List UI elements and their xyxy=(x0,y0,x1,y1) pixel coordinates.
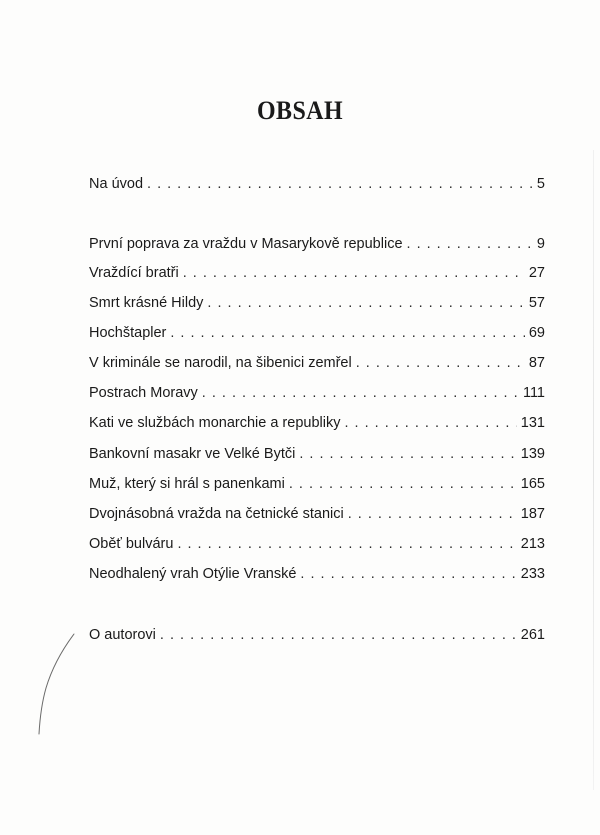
toc-entry xyxy=(89,265,545,287)
toc-leader-dots xyxy=(202,385,519,401)
toc-entry-title: Smrt krásné Hildy xyxy=(89,295,204,311)
toc-entry xyxy=(89,446,545,468)
toc-leader-dots xyxy=(348,506,517,522)
toc-entry xyxy=(89,325,545,347)
toc-entry-title: V kriminále se narodil, na šibenici zemřel xyxy=(89,355,352,371)
toc-entry-title: O autorovi xyxy=(89,627,156,643)
toc-entry xyxy=(89,476,545,498)
toc-entry-title: Na úvod xyxy=(89,176,144,192)
toc-entry-page: 69 xyxy=(528,325,545,341)
toc-entry-page: 111 xyxy=(522,385,545,401)
toc-entry-page: 187 xyxy=(520,506,545,522)
toc-entry-page: 27 xyxy=(528,265,545,281)
toc-leader-dots xyxy=(299,446,516,462)
toc-entry-page: 165 xyxy=(520,476,545,492)
page-title: OBSAH xyxy=(256,96,344,125)
toc-entry xyxy=(89,385,545,407)
toc-leader-dots xyxy=(183,265,525,281)
toc-leader-dots xyxy=(160,627,517,643)
toc-entry xyxy=(89,627,545,649)
toc-leader-dots xyxy=(344,415,516,431)
toc-entry xyxy=(89,295,545,317)
toc-leader-dots xyxy=(207,295,524,311)
toc-leader-dots xyxy=(300,566,516,582)
toc-entry xyxy=(89,536,545,558)
toc-entry-page: 261 xyxy=(520,627,545,643)
toc-entry-title: První poprava za vraždu v Masarykově republice xyxy=(89,236,403,252)
toc-entry xyxy=(89,236,545,258)
toc-entry xyxy=(89,566,545,588)
toc-entry-title: Postrach Moravy xyxy=(89,385,198,401)
toc-leader-dots xyxy=(170,325,524,341)
toc-entry-page: 57 xyxy=(528,295,545,311)
toc-entry xyxy=(89,506,545,528)
toc-entry-title: Bankovní masakr ve Velké Bytči xyxy=(89,446,296,462)
toc-entry-title: Hochštapler xyxy=(89,325,167,341)
pen-stroke-mark xyxy=(22,630,82,740)
toc-entry xyxy=(89,415,545,437)
toc-entry-page: 131 xyxy=(520,415,545,431)
toc-entry-page: 87 xyxy=(528,355,545,371)
toc-leader-dots xyxy=(147,176,533,192)
toc-leader-dots xyxy=(356,355,525,371)
toc-entry xyxy=(89,355,545,377)
toc-leader-dots xyxy=(407,236,533,252)
page-edge-shadow xyxy=(593,150,594,790)
toc-leader-dots xyxy=(177,536,516,552)
toc-entry-page: 5 xyxy=(536,176,545,192)
toc-entry-title: Kati ve službách monarchie a republiky xyxy=(89,415,341,431)
toc-entry-title: Oběť bulváru xyxy=(89,536,174,552)
toc-entry-title: Dvojnásobná vražda na četnické stanici xyxy=(89,506,344,522)
toc-entry-title: Neodhalený vrah Otýlie Vranské xyxy=(89,566,297,582)
toc-leader-dots xyxy=(289,476,517,492)
toc-entry xyxy=(89,176,545,198)
toc-entry-page: 233 xyxy=(520,566,545,582)
toc-entry-page: 9 xyxy=(536,236,545,252)
toc-entry-title: Muž, který si hrál s panenkami xyxy=(89,476,285,492)
toc-entry-page: 213 xyxy=(520,536,545,552)
toc-entry-page: 139 xyxy=(520,446,545,462)
toc-entry-title: Vraždící bratři xyxy=(89,265,179,281)
